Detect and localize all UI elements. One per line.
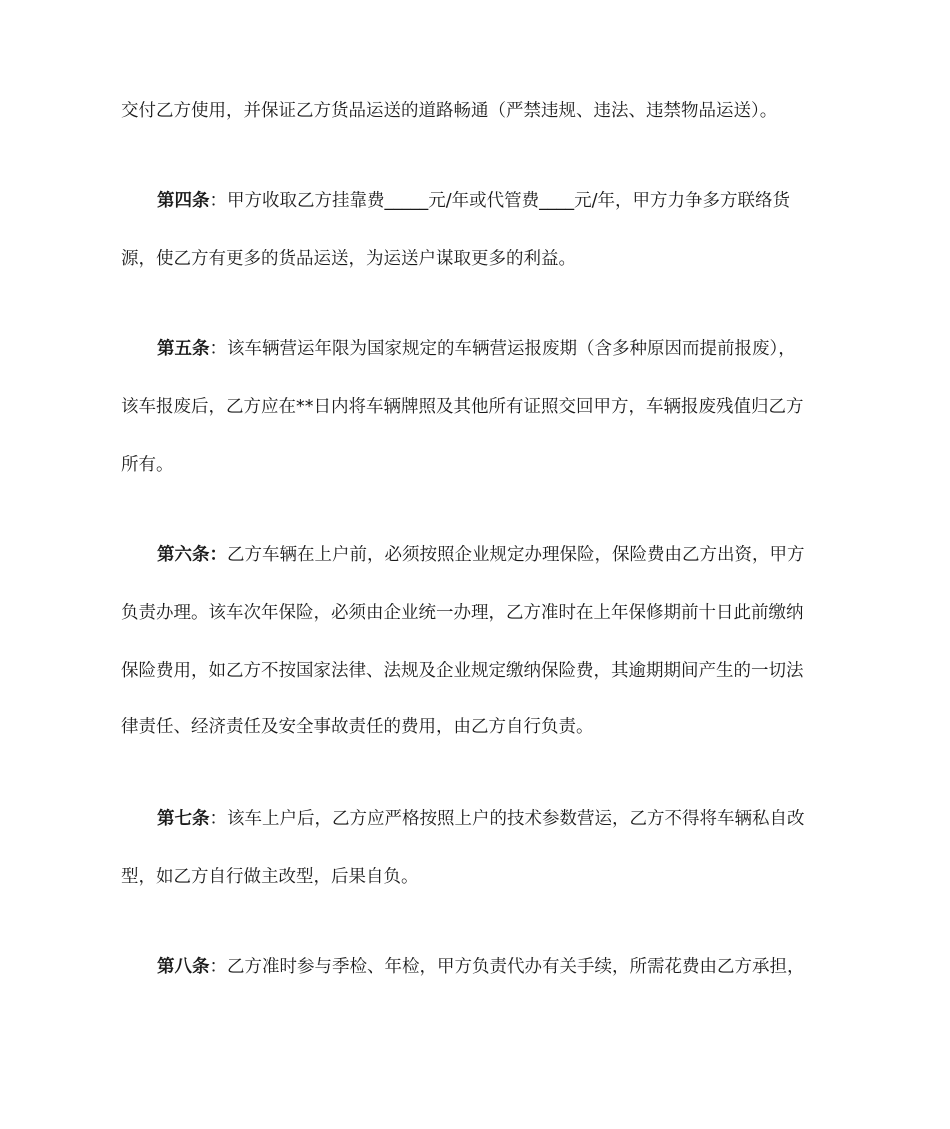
article-6-line-3 (121, 660, 804, 682)
paragraph-text: 该车报废后，乙方应在**日内将车辆牌照及其他所有证照交回甲方，车辆报废残值归乙方 (121, 397, 804, 417)
article-5-line-2 (121, 396, 804, 418)
article-6-line-2 (121, 602, 804, 624)
article-6-line-1 (157, 544, 805, 566)
article-5-line-3 (121, 454, 174, 476)
article-8-label: 第八条 (157, 957, 210, 977)
article-4-label: 第四条 (157, 191, 210, 211)
article-5-line-1 (157, 338, 796, 360)
paragraph-text: 型，如乙方自行做主改型，后果自负。 (121, 867, 419, 887)
article-6-line-4 (121, 716, 594, 738)
paragraph-text: 交付乙方使用，并保证乙方货品运送的道路畅通（严禁违规、违法、违禁物品运送）。 (121, 101, 778, 121)
article-7-line-1 (157, 808, 805, 830)
article-6-label: 第六条： (157, 545, 227, 565)
paragraph-text: ：该车辆营运年限为国家规定的车辆营运报废期（含多种原因而提前报废）， (209, 339, 796, 359)
article-7-line-2 (121, 866, 419, 888)
paragraph-text: ：该车上户后，乙方应严格按照上户的技术参数营运，乙方不得将车辆私自改 (209, 809, 805, 829)
paragraph-text: ：乙方准时参与季检、年检，甲方负责代办有关手续，所需花费由乙方承担， (209, 957, 805, 977)
paragraph-text: 负责办理。该车次年保险，必须由企业统一办理，乙方准时在上年保修期前十日此前缴纳 (121, 603, 804, 623)
article-5-label: 第五条 (157, 339, 210, 359)
article-4-line-1 (157, 190, 790, 212)
paragraph-text: 源，使乙方有更多的货品运送，为运送户谋取更多的利益。 (121, 249, 576, 269)
paragraph-line (121, 100, 777, 122)
article-4-line-2 (121, 248, 576, 270)
paragraph-text: 保险费用，如乙方不按国家法律、法规及企业规定缴纳保险费，其逾期期间产生的一切法 (121, 661, 804, 681)
paragraph-text: 乙方车辆在上户前，必须按照企业规定办理保险，保险费由乙方出资，甲方 (227, 545, 805, 565)
article-7-label: 第七条 (157, 809, 210, 829)
paragraph-text: 所有。 (121, 455, 174, 475)
article-8-line-1 (157, 956, 805, 978)
paragraph-text: 律责任、经济责任及安全事故责任的费用，由乙方自行负责。 (121, 717, 594, 737)
paragraph-text: ：甲方收取乙方挂靠费_____元/年或代管费____元/年，甲方力争多方联络货 (209, 191, 791, 211)
